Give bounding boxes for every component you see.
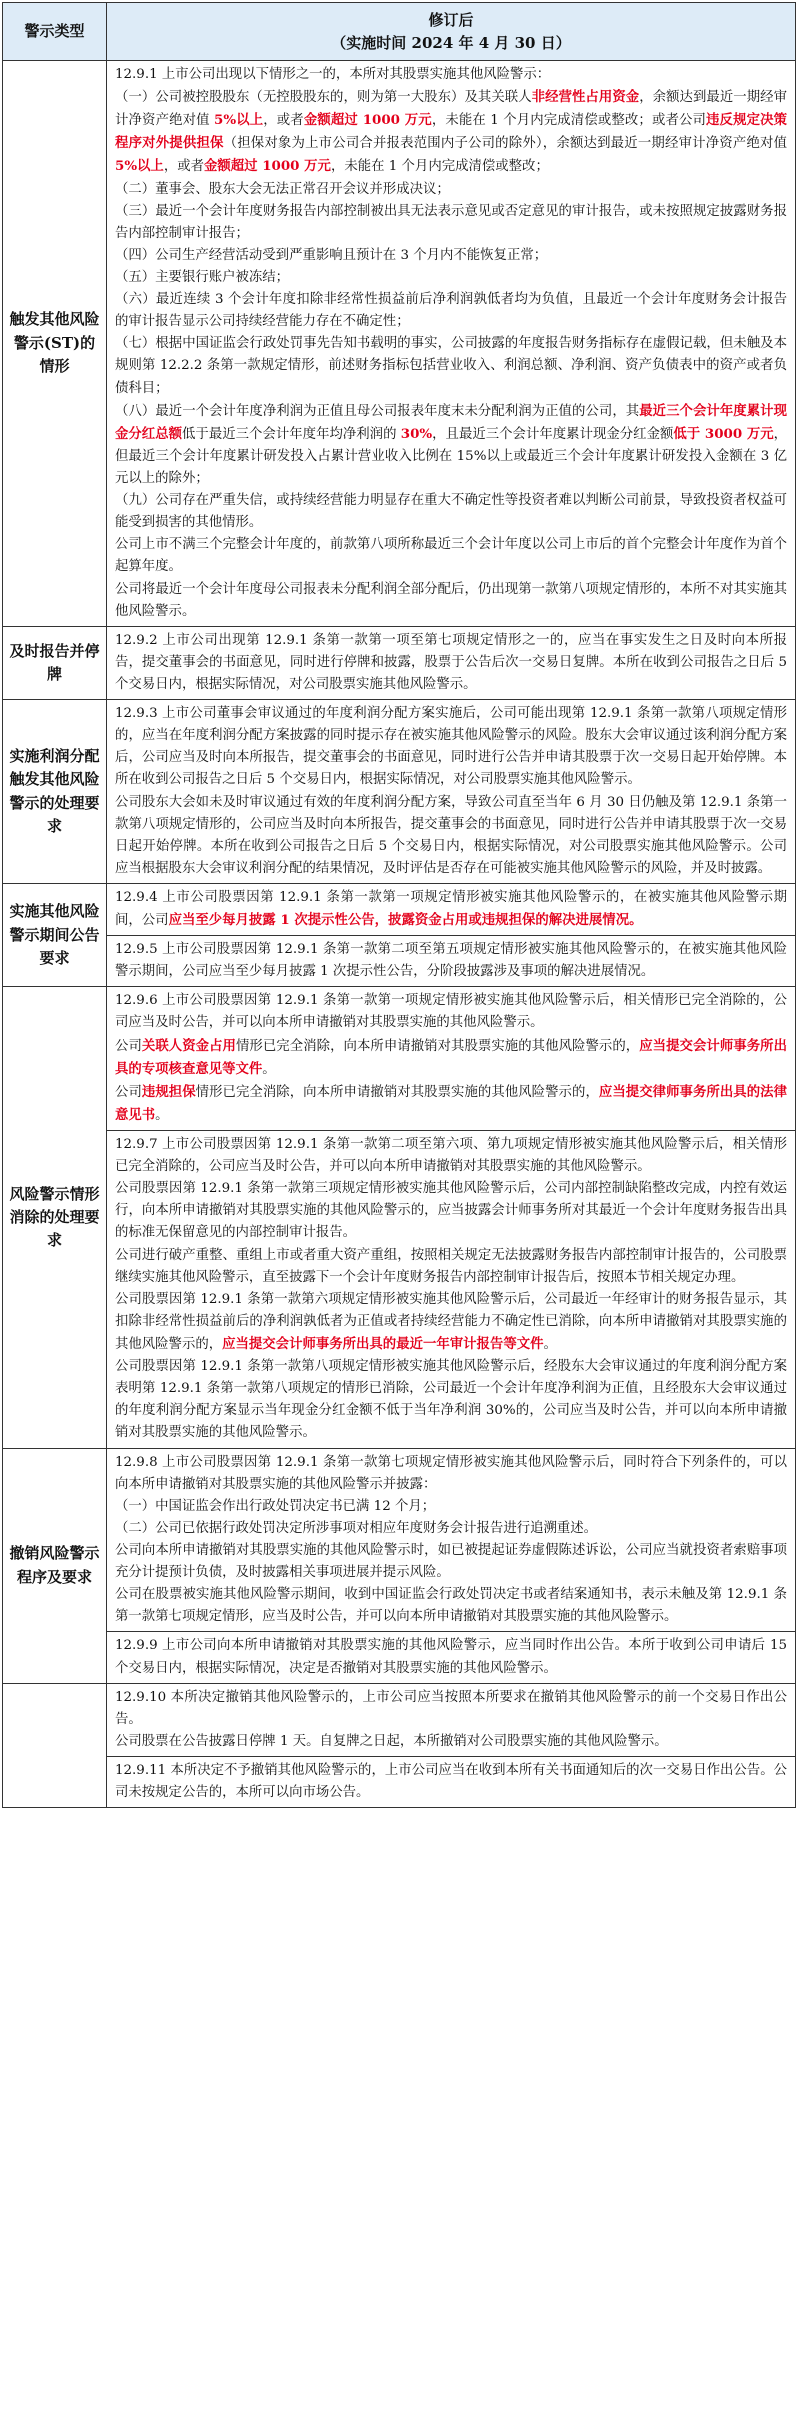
section-periodic-row-1 [3, 883, 796, 935]
section-st-row [3, 61, 796, 627]
content-final-1: 12.9.10 本所决定撤销其他风险警示的，上市公司应当按照本所要求在撤销其他风险警示的前一个交易日作出公告。 公司股票在公告披露日停牌 1 天。自复牌之日起，本所撤销对公司股票实施的其他风险警示。 [107, 1683, 796, 1756]
category-revoke: 撤销风险警示程序及要求 [3, 1448, 107, 1683]
section-final-row-2 [3, 1756, 796, 1807]
content-periodic-1: 12.9.4 上市公司股票因第 12.9.1 条第一款第一项规定情形被实施其他风险警示的，在被实施其他风险警示期间，公司应当至少每月披露 1 次提示性公告，披露资金占用或违规担保的解决进展情况。 [107, 883, 796, 935]
rules-table [2, 2, 796, 1808]
section-periodic-row-2 [3, 936, 796, 987]
category-empty [3, 1683, 107, 1808]
section-dividend-row [3, 700, 796, 884]
section-revoke-row-2 [3, 1632, 796, 1683]
section-remove-row-1 [3, 987, 796, 1131]
section-remove-row-2 [3, 1131, 796, 1449]
content-revoke-1: 12.9.8 上市公司股票因第 12.9.1 条第一款第七项规定情形被实施其他风险警示后，同时符合下列条件的，可以向本所申请撤销对其股票实施的其他风险警示并披露： （一）中国证监会作出行政处罚决定书已满 12 个月； （二）公司已依据行政处罚决定所涉事项对相应年度财务会计报告进行追溯重述。 公司向本所申请撤销对其股票实施的其他风险警示时，如已被提起证券虚假陈述诉讼，公司应当就投资者索赔事项充分计提预计负债，及时披露相关事项进展并提示风险。 公司在股票被实施其他风险警示期间，收到中国证监会行政处罚决定书或者结案通知书，表示未触及第 12.9.1 条第一款第七项规定情形，应当及时公告，并可以向本所申请撤销对其股票实施的其他风险警示。 [107, 1448, 796, 1632]
header-revised: 修订后 （实施时间 2024 年 4 月 30 日） [107, 3, 796, 61]
section-revoke-row-1 [3, 1448, 796, 1632]
category-st: 触发其他风险警示(ST)的情形 [3, 61, 107, 627]
header-row [3, 3, 796, 61]
content-remove-2: 12.9.7 上市公司股票因第 12.9.1 条第一款第二项至第六项、第九项规定情形被实施其他风险警示后，相关情形已完全消除的，公司应当及时公告，并可以向本所申请撤销对其股票实施的其他风险警示。 公司股票因第 12.9.1 条第一款第三项规定情形被实施其他风险警示后，公司内部控制缺陷整改完成，内控有效运行，向本所申请撤销对其股票实施的其他风险警示的，应当披露会计师事务所对其最近一个会计年度财务报告出具的标准无保留意见的内部控制审计报告。 公司进行破产重整、重组上市或者重大资产重组，按照相关规定无法披露财务报告内部控制审计报告的，公司股票继续实施其他风险警示，直至披露下一个会计年度财务报告内部控制审计报告后，按照本节相关规定办理。 公司股票因第 12.9.1 条第一款第六项规定情形被实施其他风险警示后，公司最近一年经审计的财务报告显示，其扣除非经常性损益前后的净利润孰低者为正值或者持续经营能力不确定性已消除，向本所申请撤销对其股票实施的其他风险警示的，应当提交会计师事务所出具的最近一年审计报告等文件。 公司股票因第 12.9.1 条第一款第八项规定情形被实施其他风险警示后，经股东大会审议通过的年度利润分配方案表明第 12.9.1 条第一款第八项规定的情形已消除，公司最近一个会计年度净利润为正值，且经股东大会审议通过的年度利润分配方案显示当年现金分红金额不低于当年净利润 30%的，公司应当及时公告，并可以向本所申请撤销对其股票实施的其他风险警示。 [107, 1131, 796, 1449]
content-dividend: 12.9.3 上市公司董事会审议通过的年度利润分配方案实施后，公司可能出现第 12.9.1 条第一款第八项规定情形的，应当在年度利润分配方案披露的同时提示存在被实施其他风险警示的风险。股东大会审议通过该利润分配方案后，公司应当及时向本所报告，提交董事会的书面意见，同时进行公告并申请其股票于次一交易日起开始停牌。本所在收到公司报告之日后 5 个交易日内，根据实际情况，对公司股票实施其他风险警示。 公司股东大会如未及时审议通过有效的年度利润分配方案，导致公司直至当年 6 月 30 日仍触及第 12.9.1 条第一款第八项规定情形的，公司应当及时向本所报告，提交董事会的书面意见，同时进行公告并申请其股票于次一交易日起开始停牌。本所在收到公司报告之日后 5 个交易日内，根据实际情况，对公司股票实施其他风险警示。公司应当根据股东大会审议利润分配的结果情况，及时评估是否存在可能被实施其他风险警示的风险，并及时披露。 [107, 700, 796, 884]
clause-1: （一）公司被控股股东（无控股股东的，则为第一大股东）及其关联人非经营性占用资金，余额达到最近一期经审计净资产绝对值 5%以上，或者金额超过 1000 万元，未能在 1 个月内完成清偿或整改；或者公司违反规定决策程序对外提供担保（担保对象为上市公司合并报表范围内子公司的除外），余额达到最近一期经审计净资产绝对值 5%以上，或者金额超过 1000 万元，未能在 1 个月内完成清偿或整改； [115, 89, 788, 175]
clause-8: （八）最近一个会计年度净利润为正值且母公司报表年度末未分配利润为正值的公司，其最近三个会计年度累计现金分红总额低于最近三个会计年度年均净利润的 30%，且最近三个会计年度累计现金分红金额低于 3000 万元，但最近三个会计年度累计研发投入占累计营业收入比例在 15%以上或最近三个会计年度累计研发投入金额在 3 亿元以上的除外； [115, 402, 788, 486]
section-halt-row [3, 626, 796, 699]
header-warning-type: 警示类型 [3, 3, 107, 61]
content-st: 12.9.1 上市公司出现以下情形之一的，本所对其股票实施其他风险警示： （一）公司被控股股东（无控股股东的，则为第一大股东）及其关联人非经营性占用资金，余额达到最近一期经审计净资产绝对值 5%以上，或者金额超过 1000 万元，未能在 1 个月内完成清偿或整改；或者公司违反规定决策程序对外提供担保（担保对象为上市公司合并报表范围内子公司的除外），余额达到最近一期经审计净资产绝对值 5%以上，或者金额超过 1000 万元，未能在 1 个月内完成清偿或整改； （二）董事会、股东大会无法正常召开会议并形成决议； （三）最近一个会计年度财务报告内部控制被出具无法表示意见或否定意见的审计报告，或未按照规定披露财务报告内部控制审计报告； （四）公司生产经营活动受到严重影响且预计在 3 个月内不能恢复正常； （五）主要银行账户被冻结； （六）最近连续 3 个会计年度扣除非经常性损益前后净利润孰低者均为负值，且最近一个会计年度财务会计报告的审计报告显示公司持续经营能力存在不确定性； （七）根据中国证监会行政处罚事先告知书载明的事实，公司披露的年度报告财务指标存在虚假记载，但未触及本规则第 12.2.2 条第一款规定情形，前述财务指标包括营业收入、利润总额、净利润、资产负债表中的资产或者负债科目； （八）最近一个会计年度净利润为正值且母公司报表年度末未分配利润为正值的公司，其最近三个会计年度累计现金分红总额低于最近三个会计年度年均净利润的 30%，且最近三个会计年度累计现金分红金额低于 3000 万元，但最近三个会计年度累计研发投入占累计营业收入比例在 15%以上或最近三个会计年度累计研发投入金额在 3 亿元以上的除外； （九）公司存在严重失信，或持续经营能力明显存在重大不确定性等投资者难以判断公司前景，导致投资者权益可能受到损害的其他情形。 公司上市不满三个完整会计年度的，前款第八项所称最近三个会计年度以公司上市后的首个完整会计年度作为首个起算年度。 公司将最近一个会计年度母公司报表未分配利润全部分配后，仍出现第一款第八项规定情形的，本所不对其实施其他风险警示。 [107, 61, 796, 627]
category-periodic: 实施其他风险警示期间公告要求 [3, 883, 107, 986]
category-halt: 及时报告并停牌 [3, 626, 107, 699]
content-revoke-2: 12.9.9 上市公司向本所申请撤销对其股票实施的其他风险警示，应当同时作出公告。本所于收到公司申请后 15 个交易日内，根据实际情况，决定是否撤销对其股票实施的其他风险警示。 [107, 1632, 796, 1683]
content-remove-1: 12.9.6 上市公司股票因第 12.9.1 条第一款第一项规定情形被实施其他风险警示后，相关情形已完全消除的，公司应当及时公告，并可以向本所申请撤销对其股票实施的其他风险警示。 公司关联人资金占用情形已完全消除，向本所申请撤销对其股票实施的其他风险警示的，应当提交会计师事务所出具的专项核查意见等文件。 公司违规担保情形已完全消除，向本所申请撤销对其股票实施的其他风险警示的，应当提交律师事务所出具的法律意见书。 [107, 987, 796, 1131]
category-remove: 风险警示情形消除的处理要求 [3, 987, 107, 1448]
category-dividend: 实施利润分配触发其他风险警示的处理要求 [3, 700, 107, 884]
content-halt: 12.9.2 上市公司出现第 12.9.1 条第一款第一项至第七项规定情形之一的，应当在事实发生之日及时向本所报告，提交董事会的书面意见，同时进行停牌和披露，股票于公告后次一交易日复牌。本所在收到公司报告之日后 5 个交易日内，根据实际情况，对公司股票实施其他风险警示。 [107, 626, 796, 699]
section-final-row-1 [3, 1683, 796, 1756]
content-final-2: 12.9.11 本所决定不予撤销其他风险警示的，上市公司应当在收到本所有关书面通知后的次一交易日作出公告。公司未按规定公告的，本所可以向市场公告。 [107, 1756, 796, 1807]
content-periodic-2: 12.9.5 上市公司股票因第 12.9.1 条第一款第二项至第五项规定情形被实施其他风险警示的，在被实施其他风险警示期间，公司应当至少每月披露 1 次提示性公告，分阶段披露涉及事项的解决进展情况。 [107, 936, 796, 987]
